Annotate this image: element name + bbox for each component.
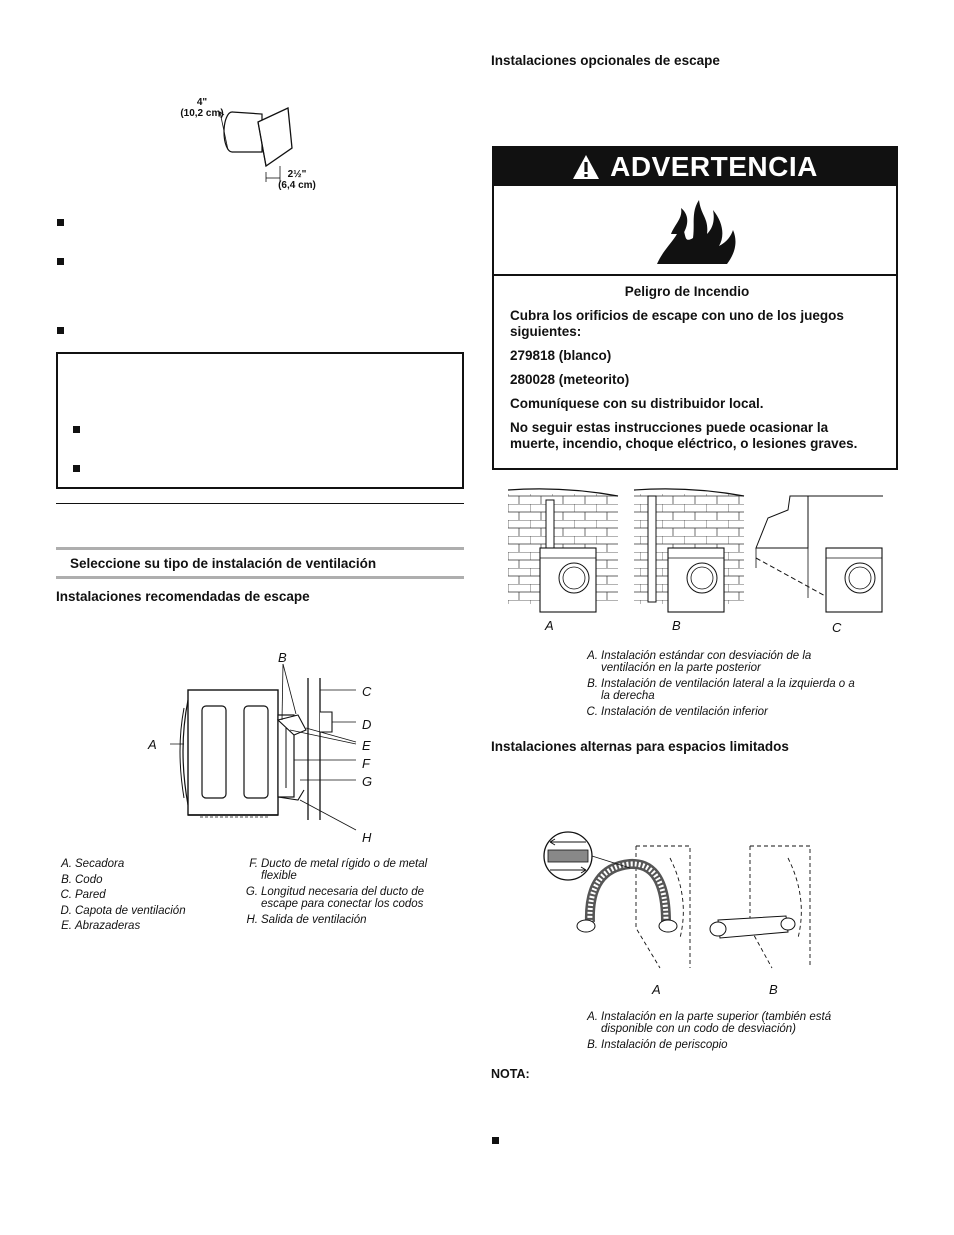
warning-text bbox=[494, 276, 896, 452]
optional-heading: Instalaciones opcionales de escape bbox=[491, 53, 720, 68]
warning-header bbox=[494, 148, 896, 186]
hood-diameter-label bbox=[170, 97, 234, 119]
legend-item-g: G. Longitud necesaria del ducto de escape para conectar los codos bbox=[245, 886, 425, 910]
legend-item-c: C. Pared bbox=[60, 889, 106, 901]
warning-consequence: No seguir estas instrucciones puede ocasionar la muerte, incendio, choque eléctrico, o lesiones graves. bbox=[510, 420, 858, 451]
diagram-label-g: G bbox=[362, 774, 373, 789]
fire-icon bbox=[647, 194, 743, 266]
install-label-a: A bbox=[545, 618, 554, 633]
bullet-1 bbox=[57, 219, 64, 226]
install-label-c: C bbox=[832, 620, 842, 635]
box-bullet-1 bbox=[73, 426, 80, 433]
alt-installs-drawing bbox=[540, 828, 812, 976]
hood-depth-label bbox=[272, 169, 322, 191]
section-title: Seleccione su tipo de instalación de ventilación bbox=[70, 556, 377, 571]
hood-diameter-in: 4" bbox=[196, 97, 208, 108]
warning-contact: Comuníquese con su distribuidor local. bbox=[510, 396, 764, 411]
legend-item-a: A. Secadora bbox=[61, 858, 125, 870]
diagram-label-d: D bbox=[362, 717, 372, 732]
alt-installs-figure bbox=[540, 828, 812, 976]
bullet-2 bbox=[57, 258, 64, 265]
note-label: NOTA: bbox=[491, 1067, 530, 1081]
diagram-label-c: C bbox=[362, 684, 372, 699]
diagram-label-f: F bbox=[362, 756, 370, 771]
diagram-label-a: A bbox=[148, 737, 157, 752]
section-bottom-bar bbox=[56, 576, 464, 579]
install-legend-a: A. Instalación estándar con desviación de la ventilación en la parte posterior bbox=[587, 650, 812, 674]
legend-item-b: B. Codo bbox=[61, 873, 103, 886]
hood-depth-in: 2½" bbox=[287, 169, 307, 180]
dryer-vent-drawing bbox=[170, 660, 360, 845]
alt-label-a: A bbox=[652, 982, 661, 997]
legend-col-1 bbox=[58, 858, 238, 932]
warning-box bbox=[492, 146, 898, 470]
info-box bbox=[56, 352, 464, 489]
legend-item-f: F. Ducto de metal rígido o de metal flexible bbox=[249, 858, 428, 882]
warning-line1: Cubra los orificios de escape con uno de los juegos siguientes: bbox=[510, 308, 844, 339]
alt-heading: Instalaciones alternas para espacios limitados bbox=[491, 739, 789, 754]
recommended-heading: Instalaciones recomendadas de escape bbox=[56, 589, 310, 604]
legend-item-d: D. Capota de ventilación bbox=[60, 904, 186, 917]
hood-depth-cm: (6,4 cm) bbox=[278, 180, 316, 191]
diagram-label-e: E bbox=[362, 738, 371, 753]
warning-kit2: 280028 (meteorito) bbox=[510, 372, 630, 387]
warning-symbol-area bbox=[494, 186, 896, 276]
diagram-label-b: B bbox=[278, 650, 287, 665]
alt-legend-a: A. Instalación en la parte superior (también está disponible con un codo de desviación) bbox=[587, 1011, 832, 1035]
box-bullet-2 bbox=[73, 465, 80, 472]
recommended-diagram bbox=[170, 660, 360, 845]
install-legend bbox=[584, 650, 864, 718]
legend-item-h: H. Salida de ventilación bbox=[246, 914, 367, 926]
optional-installs-figure bbox=[508, 488, 883, 623]
bullet-3 bbox=[57, 327, 64, 334]
bullet-4 bbox=[492, 1137, 499, 1144]
alt-label-b: B bbox=[769, 982, 778, 997]
alt-legend-b: B. Instalación de periscopio bbox=[587, 1039, 728, 1051]
legend-col-2 bbox=[244, 858, 454, 926]
optional-installs-drawing bbox=[508, 488, 883, 623]
warning-title: ADVERTENCIA bbox=[610, 151, 818, 182]
warning-hazard: Peligro de Incendio bbox=[624, 284, 750, 299]
section-top-bar bbox=[56, 547, 464, 550]
divider bbox=[56, 503, 464, 504]
warning-kit1: 279818 (blanco) bbox=[510, 348, 612, 363]
alt-legend bbox=[584, 1011, 864, 1051]
install-legend-c: C. Instalación de ventilación inferior bbox=[586, 706, 768, 718]
install-label-b: B bbox=[672, 618, 681, 633]
warning-triangle-icon bbox=[572, 154, 600, 180]
install-legend-b: B. Instalación de ventilación lateral a la izquierda o a la derecha bbox=[587, 678, 855, 702]
hood-diameter-cm: (10,2 cm) bbox=[180, 108, 224, 119]
legend-item-e: E. Abrazaderas bbox=[61, 920, 141, 932]
diagram-label-h: H bbox=[362, 830, 372, 845]
